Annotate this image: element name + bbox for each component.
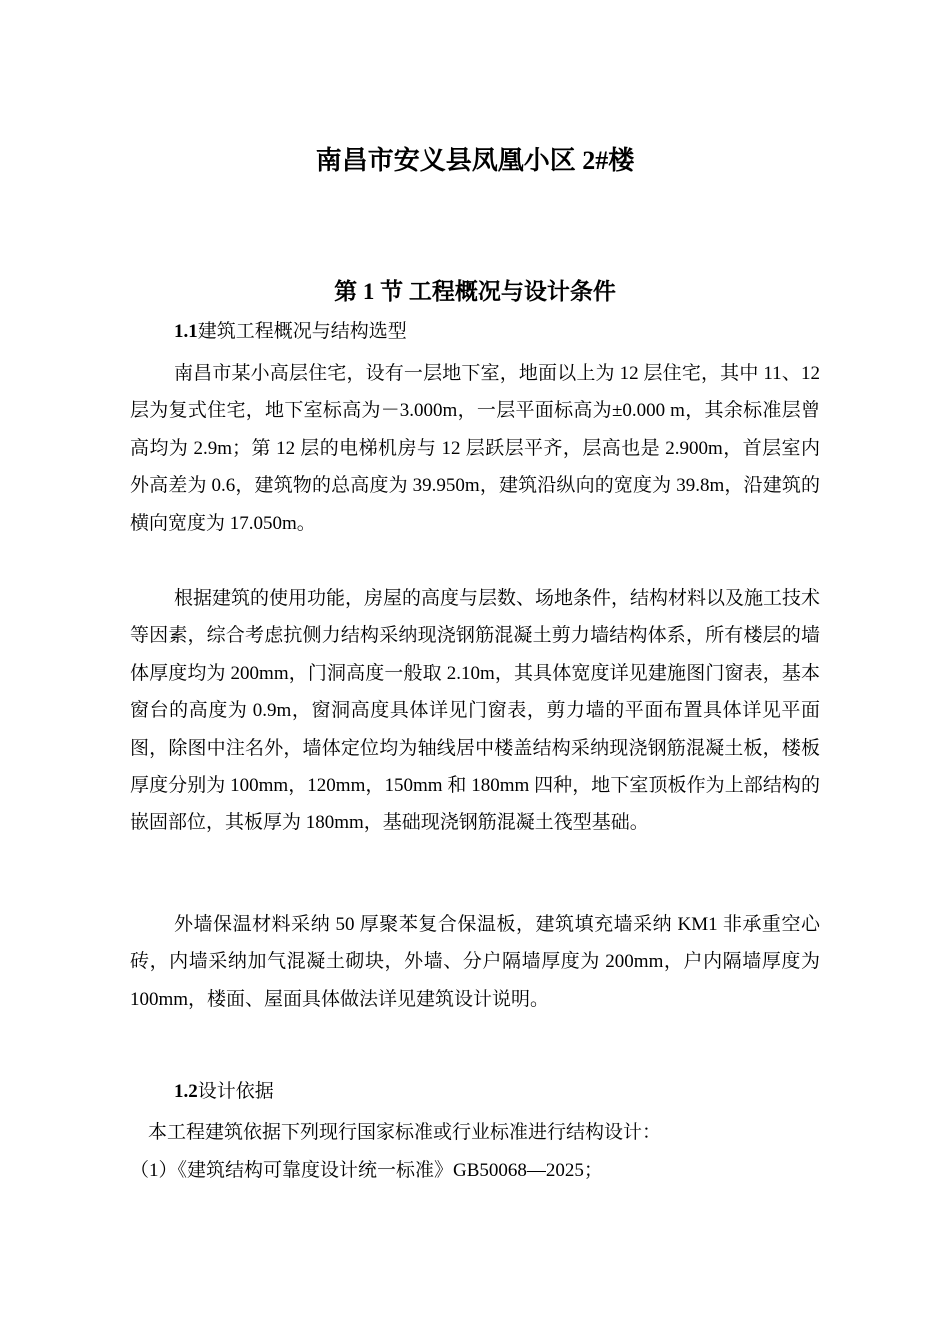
subsection-heading-1-2 xyxy=(174,1078,274,1106)
subsection-number: 1.2 xyxy=(174,1081,198,1102)
paragraph-structural-system: 根据建筑的使用功能，房屋的高度与层数、场地条件，结构材料以及施工技术等因素，综合考虑抗侧力结构采纳现浇钢筋混凝土剪力墙结构体系，所有楼层的墙体厚度均为 200mm，门洞高度一般取 2.10m，其具体宽度详见建施图门窗表，基本窗台的高度为 0.9m，窗洞高度具体详见门窗表，剪力墙的平面布置具体详见平面图，除图中注名外，墙体定位均为轴线居中楼盖结构采纳现浇钢筋混凝土板，楼板厚度分别为 100mm，120mm，150mm 和 180mm 四种，地下室顶板作为上部结构的嵌固部位，其板厚为 180mm，基础现浇钢筋混凝土筏型基础。 xyxy=(130,588,821,834)
paragraph-project-overview: 南昌市某小高层住宅，设有一层地下室，地面以上为 12 层住宅，其中 11、12 层为复式住宅，地下室标高为－3.000m，一层平面标高为±0.000 m，其余标准层曾高均为 2.9m；第 12 层的电梯机房与 12 层跃层平齐，层高也是 2.900m，首层室内外高差为 0.6，建筑物的总高度为 39.950m，建筑沿纵向的宽度为 39.8m，沿建筑的横向宽度为 17.050m。 xyxy=(130,363,820,534)
paragraph-insulation-walls: 外墙保温材料采纳 50 厚聚苯复合保温板，建筑填充墙采纳 KM1 非承重空心砖，内墙采纳加气混凝土砌块，外墙、分户隔墙厚度为 200mm，户内隔墙厚度为 100mm，楼面、屋面具体做法详见建筑设计说明。 xyxy=(130,914,820,1010)
subsection-heading-1-1 xyxy=(174,318,407,346)
subsection-number: 1.1 xyxy=(174,321,198,342)
section-title: 第 1 节 工程概况与设计条件 xyxy=(334,279,616,304)
subsection-text: 设计依据 xyxy=(197,1081,274,1102)
design-basis-intro: 本工程建筑依据下列现行国家标准或行业标准进行结构设计： xyxy=(148,1122,662,1143)
document-title: 南昌市安义县凤凰小区 2#楼 xyxy=(315,146,635,175)
design-basis-item: （1）《建筑结构可靠度设计统一标准》GB50068—2025； xyxy=(130,1160,603,1181)
subsection-text: 建筑工程概况与结构选型 xyxy=(197,321,407,342)
